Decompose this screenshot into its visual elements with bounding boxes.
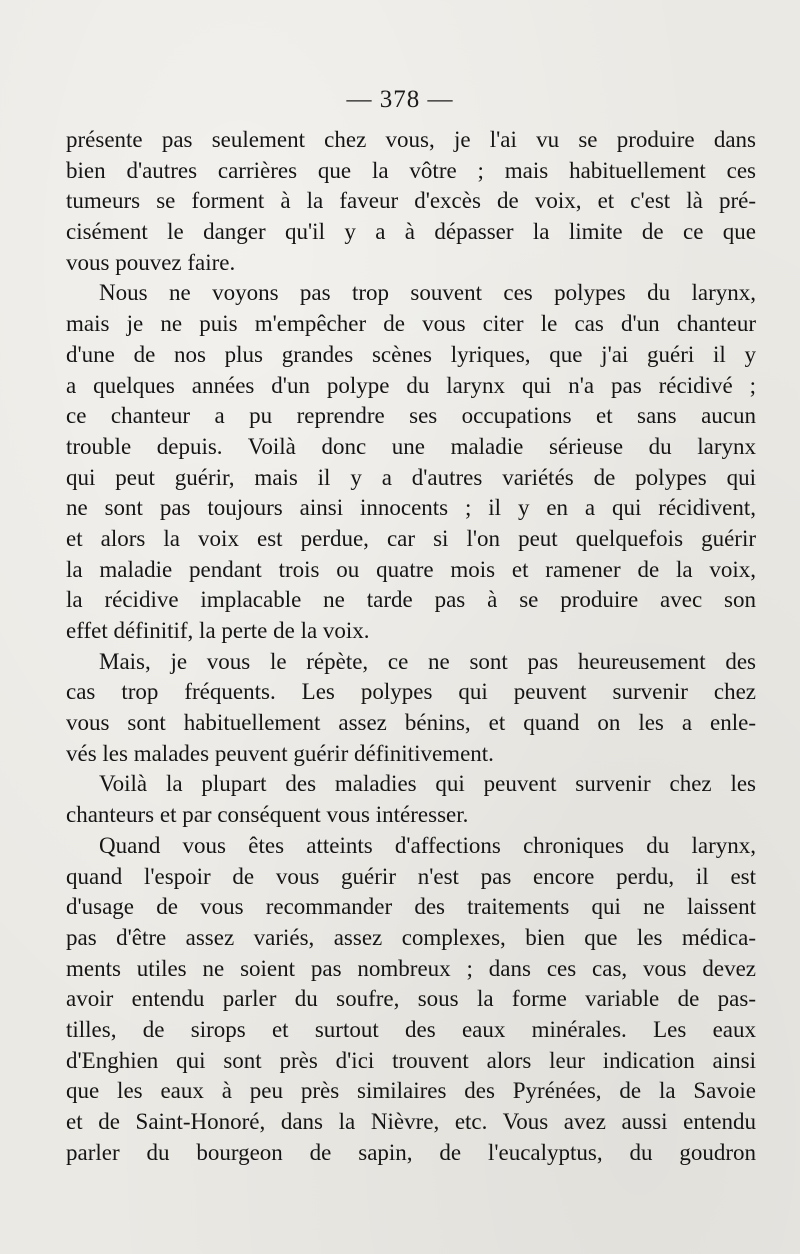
page-number: — 378 — [346, 86, 454, 113]
text-line: tilles, de sirops et surtout des eaux minérales. Les eaux [66, 1016, 756, 1042]
text-line: mais je ne puis m'empêcher de vous citer le cas d'un chanteur [66, 311, 756, 337]
text-line: qui peut guérir, mais il y a d'autres variétés de polypes qui [66, 464, 756, 490]
text-line: d'Enghien qui sont près d'ici trouvent alors leur indication ainsi [66, 1047, 756, 1073]
text-line: présente pas seulement chez vous, je l'ai vu se produire dans [66, 127, 756, 152]
text-line: d'une de nos plus grandes scènes lyriques, que j'ai guéri il y [66, 341, 756, 367]
text-line: et alors la voix est perdue, car si l'on peut quelquefois guérir [66, 525, 756, 551]
text-line: la maladie pendant trois ou quatre mois et ramener de la voix, [66, 556, 756, 582]
text-line: vés les malades peuvent guérir définitivement. [66, 740, 494, 766]
text-line: Nous ne voyons pas trop souvent ces polypes du larynx, [99, 280, 756, 306]
text-line: d'usage de vous recommander des traitements qui ne laissent [66, 894, 756, 920]
text-line: bien d'autres carrières que la vôtre ; mais habituellement ces [66, 157, 756, 183]
text-line: Quand vous êtes atteints d'affections chroniques du larynx, [99, 832, 756, 858]
text-line: que les eaux à peu près similaires des Pyrénées, de la Savoie [66, 1078, 756, 1104]
text-line: la récidive implacable ne tarde pas à se produire avec son [66, 587, 756, 613]
body-text [66, 125, 756, 1168]
text-line: trouble depuis. Voilà donc une maladie sérieuse du larynx [66, 433, 756, 459]
text-line: parler du bourgeon de sapin, de l'eucalyptus, du goudron [66, 1139, 756, 1165]
text-line: effet définitif, la perte de la voix. [66, 618, 370, 643]
text-line: a quelques années d'un polype du larynx qui n'a pas récidivé ; [66, 372, 756, 398]
text-line: avoir entendu parler du soufre, sous la forme variable de pas- [66, 986, 756, 1012]
text-line: pas d'être assez variés, assez complexes, bien que les médica- [66, 924, 756, 950]
text-line: vous pouvez faire. [66, 249, 236, 275]
text-line: et de Saint-Honoré, dans la Nièvre, etc. Vous avez aussi entendu [66, 1109, 756, 1134]
text-line: cas trop fréquents. Les polypes qui peuvent survenir chez [66, 679, 756, 705]
text-line: chanteurs et par conséquent vous intéresser. [66, 802, 469, 828]
text-line: ments utiles ne soient pas nombreux ; dans ces cas, vous devez [66, 955, 756, 981]
text-line: ce chanteur a pu reprendre ses occupations et sans aucun [66, 403, 756, 429]
text-line: cisément le danger qu'il y a à dépasser la limite de ce que [66, 219, 756, 245]
text-line: Mais, je vous le répète, ce ne sont pas heureusement des [99, 648, 756, 674]
text-line: tumeurs se forment à la faveur d'excès de voix, et c'est là pré- [66, 188, 756, 214]
text-line: ne sont pas toujours ainsi innocents ; il y en a qui récidivent, [66, 495, 756, 521]
text-line: vous sont habituellement assez bénins, et quand on les a enle- [66, 710, 756, 736]
text-line: quand l'espoir de vous guérir n'est pas encore perdu, il est [66, 863, 756, 889]
text-line: Voilà la plupart des maladies qui peuvent survenir chez les [99, 771, 756, 797]
